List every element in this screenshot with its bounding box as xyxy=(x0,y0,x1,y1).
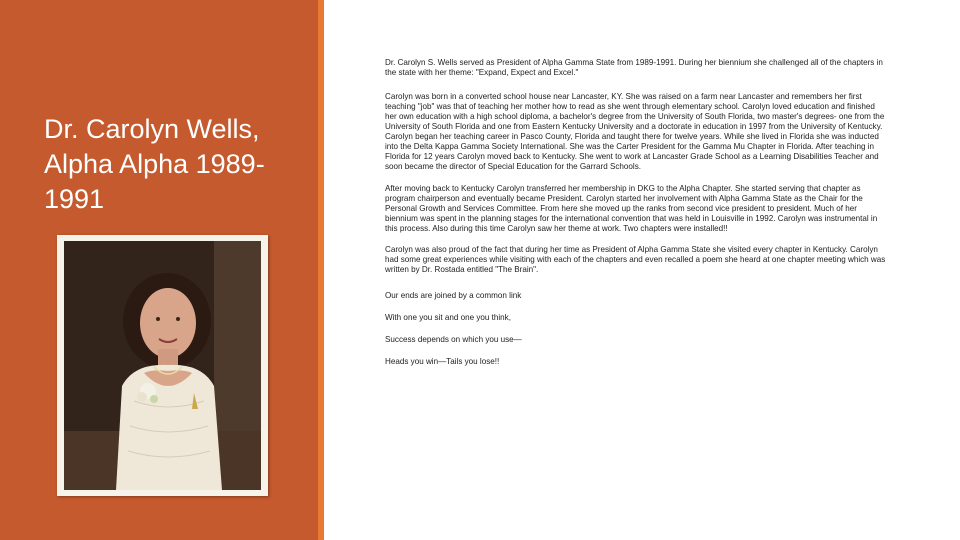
slide-title: Dr. Carolyn Wells, Alpha Alpha 1989-1991 xyxy=(44,114,265,214)
panel-divider xyxy=(318,0,324,540)
poem xyxy=(385,291,888,367)
portrait-illustration xyxy=(64,241,261,490)
paragraph-dkg-service: After moving back to Kentucky Carolyn transferred her membership in DKG to the Alpha Chapter. She started serving that chapter as program chairperson and eventually became President. Carolyn started her involvement with Alpha Gamma State as the Chair for the Personal Growth and Services Committee. From here she moved up the ranks from second vice president to president. Much of her biennium was spent in the planning stages for the international convention that was held in Louisville in 1992. Carolyn was instrumental in this process. Also during this time Carolyn saw her theme at work. Two chapters were installed!! xyxy=(385,184,878,233)
biography-text xyxy=(385,58,888,379)
poem-line: With one you sit and one you think, xyxy=(385,313,511,322)
poem-line: Success depends on which you use— xyxy=(385,335,522,344)
photo-frame xyxy=(57,235,268,496)
paragraph-chapter-visits: Carolyn was also proud of the fact that during her time as President of Alpha Gamma State she visited every chapter in Kentucky. Carolyn had some great experiences while visiting with each of the chapters and even recalled a poem she heard at one chapter meeting which was written by Dr. Rostada entitled "The Brain". xyxy=(385,245,886,274)
poem-line: Our ends are joined by a common link xyxy=(385,291,522,300)
paragraph-intro: Dr. Carolyn S. Wells served as President of Alpha Gamma State from 1989-1991. During her biennium she challenged all of the chapters in the state with her theme: "Expand, Expect and Excel." xyxy=(385,58,883,77)
portrait-photo xyxy=(64,241,261,490)
poem-line: Heads you win—Tails you lose!! xyxy=(385,357,500,366)
paragraph-early-life: Carolyn was born in a converted school house near Lancaster, KY. She was raised on a farm near Lancaster and remembers her first teaching "job" was that of teaching her mother how to read as she went through elementary school. Carolyn loved education and finished her own education with a high school diploma, a bachelor's degree from the University of South Florida, two master's degrees- one from the University of South Florida and one from Eastern Kentucky University and a doctorate in education in 1997 from the University of Kentucky. Carolyn began her teaching career in Pasco County, Florida and taught there for twelve years. While she lived in Florida she was inducted into the Delta Kappa Gamma Society International. She was the Carter President for the Gamma Mu Chapter in Florida. After teaching in Florida for 12 years Carolyn moved back to Kentucky. She went to work at Lancaster Grade School as a Learning Disabilities Teacher and soon became the director of Special Education for the Garrard Schools. xyxy=(385,92,885,171)
